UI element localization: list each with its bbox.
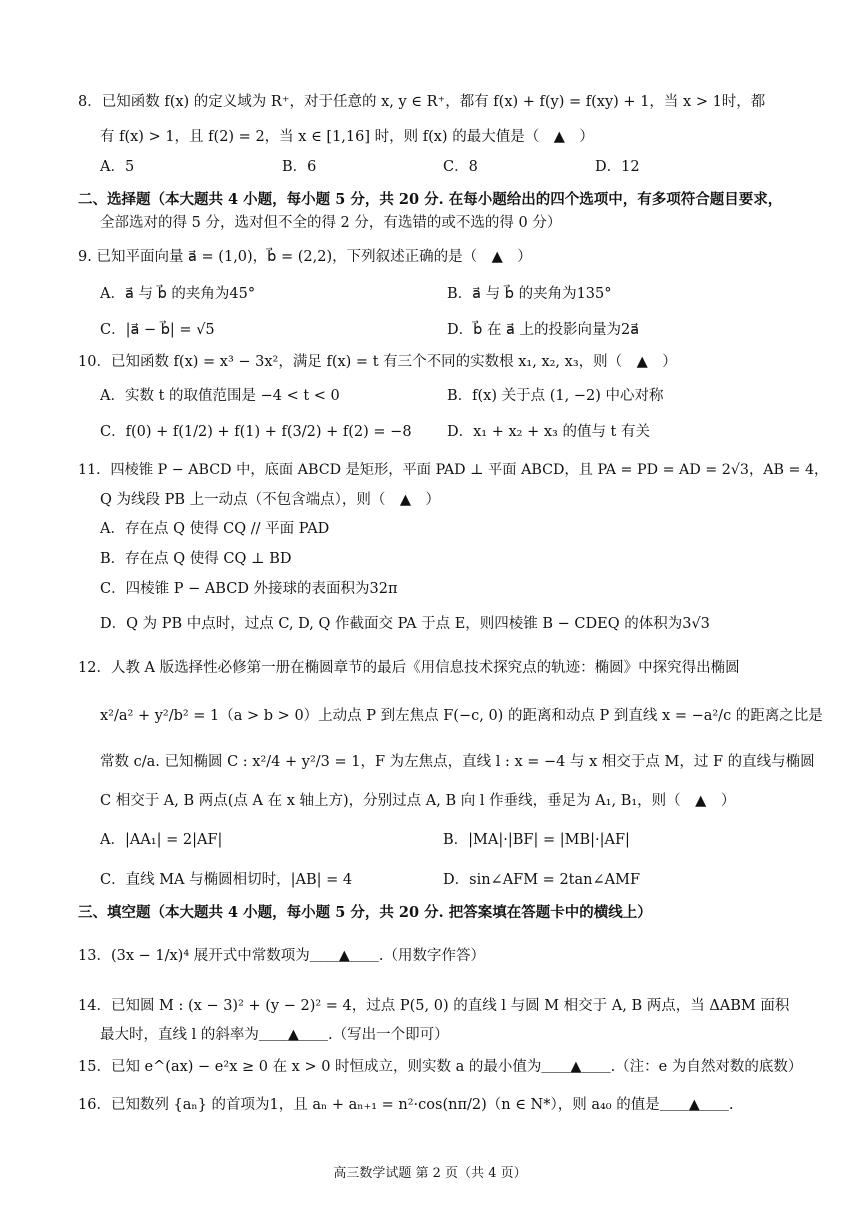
q8-option-b: B．6 [282, 159, 317, 175]
q14-line1: 14．已知圆 M : (x − 3)² + (y − 2)² = 4，过点 P(5, 0) 的直线 l 与圆 M 相交于 A, B 两点，当 ΔABM 面积 [78, 998, 790, 1014]
q16: 16．已知数列 {aₙ} 的首项为1，且 aₙ + aₙ₊₁ = n²·cos(nπ/2)（n ∈ N*），则 a₄₀ 的值是＿＿▲＿＿. [78, 1097, 734, 1113]
q9-option-c: C．|a⃗ − b⃗| = √5 [100, 322, 215, 338]
q9-option-d: D．b⃗ 在 a⃗ 上的投影向量为2a⃗ [447, 322, 640, 338]
q9-option-a: A．a⃗ 与 b⃗ 的夹角为45° [100, 286, 256, 302]
section2-header-line2: 全部选对的得 5 分，选对但不全的得 2 分，有选错的或不选的得 0 分） [100, 215, 562, 231]
q9-option-b: B．a⃗ 与 b⃗ 的夹角为135° [447, 286, 612, 302]
section3-header: 三、填空题（本大题共 4 小题，每小题 5 分，共 20 分. 把答案填在答题卡中的横线上） [78, 904, 652, 921]
q8-stem-line2: 有 f(x) > 1，且 f(2) = 2，当 x ∈ [1,16] 时，则 f(x) 的最大值是（ ▲ ） [100, 129, 594, 145]
q12-stem-line4: C 相交于 A, B 两点(点 A 在 x 轴上方)，分别过点 A, B 向 l 作垂线，垂足为 A₁, B₁，则（ ▲ ） [100, 793, 736, 809]
q12-stem-line2: x²/a² + y²/b² = 1（a > b > 0）上动点 P 到左焦点 F(−c, 0) 的距离和动点 P 到直线 x = −a²/c 的距离之比是 [100, 708, 823, 724]
q11-stem-line1: 11．四棱锥 P − ABCD 中，底面 ABCD 是矩形，平面 PAD ⊥ 平面 ABCD，且 PA = PD = AD = 2√3，AB = 4， [78, 462, 829, 478]
q10-option-d: D．x₁ + x₂ + x₃ 的值与 t 有关 [447, 424, 650, 440]
q11-option-d: D．Q 为 PB 中点时，过点 C, D, Q 作截面交 PA 于点 E，则四棱锥 B − CDEQ 的体积为3√3 [100, 616, 710, 632]
q11-option-b: B．存在点 Q 使得 CQ ⊥ BD [100, 551, 292, 567]
q12-option-d: D．sin∠AFM = 2tan∠AMF [443, 872, 641, 888]
q9-stem: 9. 已知平面向量 a⃗ = (1,0)，b⃗ = (2,2)，下列叙述正确的是（ ▲ ） [78, 249, 532, 265]
q10-option-b: B．f(x) 关于点 (1, −2) 中心对称 [447, 388, 664, 404]
q11-option-a: A．存在点 Q 使得 CQ // 平面 PAD [100, 521, 330, 537]
q13: 13．(3x − 1/x)⁴ 展开式中常数项为＿＿▲＿＿.（用数字作答） [78, 948, 486, 964]
q12-option-a: A．|AA₁| = 2|AF| [100, 832, 223, 848]
q10-stem: 10．已知函数 f(x) = x³ − 3x²，满足 f(x) = t 有三个不同的实数根 x₁, x₂, x₃，则（ ▲ ） [78, 354, 677, 370]
q12-option-b: B．|MA|·|BF| = |MB|·|AF| [443, 832, 630, 848]
q12-option-c: C．直线 MA 与椭圆相切时，|AB| = 4 [100, 872, 353, 888]
q11-option-c: C．四棱锥 P − ABCD 外接球的表面积为32π [100, 581, 398, 597]
q12-stem-line3: 常数 c/a. 已知椭圆 C : x²/4 + y²/3 = 1，F 为左焦点，直线 l : x = −4 与 x 相交于点 M，过 F 的直线与椭圆 [100, 754, 815, 770]
q8-option-d: D．12 [595, 159, 640, 175]
q8-option-a: A．5 [100, 159, 135, 175]
q8-stem-line1: 8．已知函数 f(x) 的定义域为 R⁺，对于任意的 x, y ∈ R⁺，都有 f(x) + f(y) = f(xy) + 1，当 x > 1时，都 [78, 94, 766, 110]
q14-line2: 最大时，直线 l 的斜率为＿＿▲＿＿.（写出一个即可） [100, 1027, 449, 1043]
q11-stem-line2: Q 为线段 PB 上一动点（不包含端点），则（ ▲ ） [100, 492, 441, 508]
page-footer: 高三数学试题 第 2 页（共 4 页） [333, 1166, 527, 1181]
section2-header-line1: 二、选择题（本大题共 4 小题，每小题 5 分，共 20 分. 在每小题给出的四个选项中，有多项符合题目要求， [78, 191, 783, 208]
q12-stem-line1: 12．人教 A 版选择性必修第一册在椭圆章节的最后《用信息技术探究点的轨迹：椭圆》中探究得出椭圆 [78, 660, 740, 676]
q8-option-c: C．8 [443, 159, 478, 175]
q15: 15．已知 e^(ax) − e²x ≥ 0 在 x > 0 时恒成立，则实数 a 的最小值为＿＿▲＿＿.（注：e 为自然对数的底数） [78, 1059, 803, 1075]
q10-option-a: A．实数 t 的取值范围是 −4 < t < 0 [100, 388, 340, 404]
q10-option-c: C．f(0) + f(1/2) + f(1) + f(3/2) + f(2) = −8 [100, 424, 412, 440]
